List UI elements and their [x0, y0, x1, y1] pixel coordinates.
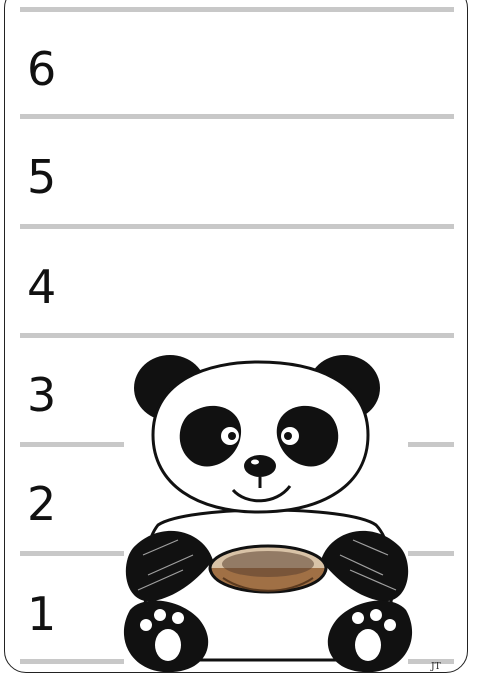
strip-number-6: 6	[27, 42, 57, 96]
divider-line	[20, 7, 454, 12]
strip-number-5: 5	[27, 150, 57, 204]
strip-number-2: 2	[27, 477, 57, 531]
divider-line	[20, 551, 124, 556]
strip-number-3: 3	[27, 368, 57, 422]
strip-number-4: 4	[27, 260, 57, 314]
divider-line	[20, 224, 454, 229]
divider-line	[20, 333, 454, 338]
divider-line	[20, 442, 124, 447]
panda-illustration	[118, 340, 416, 675]
divider-line	[20, 659, 124, 664]
artist-credit: JT	[431, 662, 441, 672]
divider-line	[20, 114, 454, 119]
strip-number-1: 1	[27, 587, 57, 641]
